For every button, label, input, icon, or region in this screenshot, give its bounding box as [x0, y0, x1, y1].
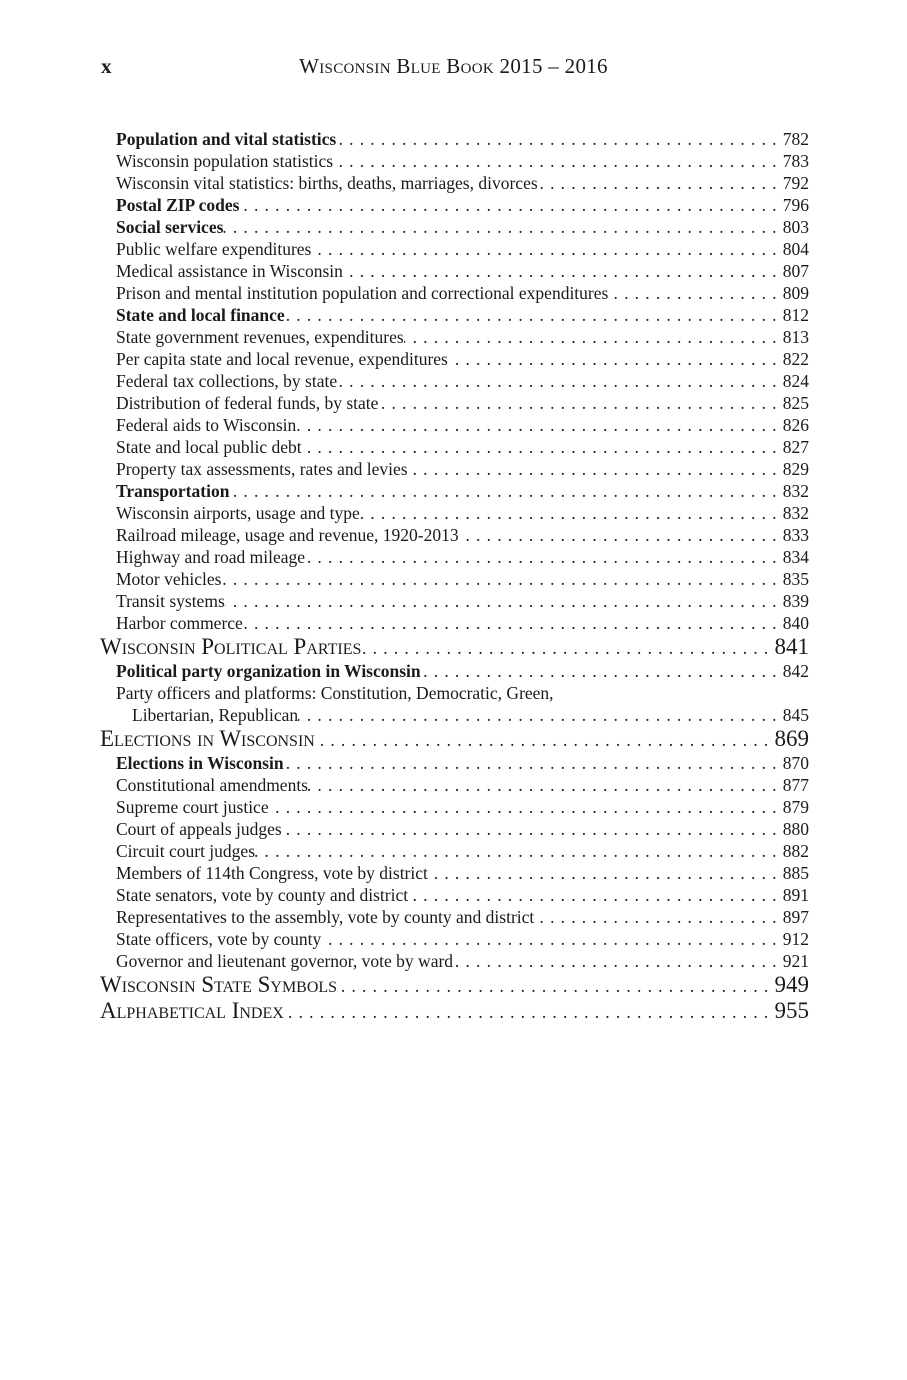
- toc-entry-title: Postal ZIP codes: [116, 195, 240, 215]
- running-head: Wisconsin Blue Book 2015 – 2016: [299, 54, 608, 78]
- toc-entry-title: Distribution of federal funds, by state: [116, 393, 379, 413]
- toc-entry[interactable]: [100, 906, 809, 928]
- page-number: x: [101, 54, 112, 78]
- toc-entry[interactable]: [100, 150, 809, 172]
- toc-entry-title: Population and vital statistics: [116, 129, 337, 149]
- toc-entry-title: Circuit court judges: [116, 841, 256, 861]
- toc-entry[interactable]: [100, 818, 809, 840]
- toc-entry-title: Governor and lieutenant governor, vote by ward: [116, 951, 454, 971]
- toc-entry-page: 796: [782, 195, 809, 215]
- dot-leader: [428, 862, 783, 884]
- toc-entry-title: Supreme court justice: [116, 797, 269, 817]
- toc-entry[interactable]: [100, 348, 809, 370]
- toc-entry-page: 840: [782, 613, 809, 633]
- toc-entry-title: Representatives to the assembly, vote by county and district: [116, 907, 535, 927]
- dot-leader: [408, 884, 783, 906]
- toc-entry-page: 812: [782, 305, 809, 325]
- toc-entry-page: 783: [782, 151, 809, 171]
- toc-entry-title: State senators, vote by county and district: [116, 885, 409, 905]
- toc-entry-page: 824: [782, 371, 809, 391]
- dot-leader: [284, 752, 783, 774]
- table-of-contents: [100, 128, 809, 1024]
- toc-entry[interactable]: [100, 260, 809, 282]
- toc-entry-title: Court of appeals judges: [116, 819, 282, 839]
- toc-entry[interactable]: [100, 282, 809, 304]
- toc-section-heading[interactable]: [100, 634, 809, 660]
- toc-entry-page: 879: [782, 797, 809, 817]
- toc-entry-title: Federal aids to Wisconsin: [116, 415, 297, 435]
- dot-leader: [448, 348, 783, 370]
- dot-leader: [221, 568, 782, 590]
- toc-section-heading[interactable]: [100, 726, 809, 752]
- toc-entry-title: Transportation: [116, 481, 230, 501]
- dot-leader: [453, 950, 783, 972]
- toc-entry-page: 869: [774, 726, 809, 751]
- toc-entry[interactable]: [100, 414, 809, 436]
- toc-entry[interactable]: [100, 950, 809, 972]
- dot-leader: [315, 727, 775, 752]
- toc-entry-title: State officers, vote by county: [116, 929, 322, 949]
- toc-entry-page: 826: [782, 415, 809, 435]
- dot-leader: [305, 546, 783, 568]
- toc-entry-page: 825: [782, 393, 809, 413]
- toc-entry-title: Wisconsin vital statistics: births, deaths, marriages, divorces: [116, 173, 538, 193]
- toc-entry[interactable]: [100, 524, 809, 546]
- toc-entry[interactable]: [100, 774, 809, 796]
- dot-leader: [378, 392, 782, 414]
- toc-entry-title: State government revenues, expenditures: [116, 327, 404, 347]
- toc-entry[interactable]: [100, 796, 809, 818]
- dot-leader: [298, 704, 783, 726]
- toc-entry[interactable]: [100, 172, 809, 194]
- toc-entry-page: 912: [782, 929, 809, 949]
- toc-entry-page: 882: [782, 841, 809, 861]
- toc-entry-page: 832: [782, 503, 809, 523]
- toc-entry-page: 827: [782, 437, 809, 457]
- toc-entry-title: Alphabetical Index: [100, 998, 284, 1023]
- dot-leader: [333, 150, 783, 172]
- toc-entry[interactable]: [100, 928, 809, 950]
- toc-entry-title: Highway and road mileage: [116, 547, 306, 567]
- toc-section-heading[interactable]: [100, 972, 809, 998]
- dot-leader: [269, 796, 783, 818]
- toc-entry-page: 832: [782, 481, 809, 501]
- toc-entry[interactable]: [100, 502, 809, 524]
- toc-entry-page: 803: [782, 217, 809, 237]
- dot-leader: [459, 524, 783, 546]
- toc-entry-page: 841: [774, 634, 809, 659]
- toc-entry-title: State and local finance: [116, 305, 285, 325]
- dot-leader: [285, 304, 783, 326]
- toc-entry-page: 921: [782, 951, 809, 971]
- toc-entry-title: Transit systems: [116, 591, 225, 611]
- toc-entry[interactable]: [100, 238, 809, 260]
- toc-entry-title: Constitutional amendments: [116, 775, 308, 795]
- toc-entry[interactable]: [100, 546, 809, 568]
- dot-leader: [337, 370, 783, 392]
- dot-leader: [538, 172, 783, 194]
- toc-entry[interactable]: [100, 392, 809, 414]
- dot-leader: [243, 612, 783, 634]
- dot-leader: [421, 660, 783, 682]
- toc-entry[interactable]: [100, 752, 809, 774]
- toc-entry-title: Wisconsin population statistics: [116, 151, 334, 171]
- toc-entry-title: Prison and mental institution population and correctional expenditures: [116, 283, 609, 303]
- toc-entry-title: Elections in Wisconsin: [100, 726, 315, 751]
- dot-leader: [404, 326, 783, 348]
- dot-leader: [255, 840, 783, 862]
- toc-entry-page: 955: [774, 998, 809, 1023]
- toc-entry-title: Public welfare expenditures: [116, 239, 312, 259]
- toc-entry-title: Wisconsin Political Parties: [100, 634, 362, 659]
- toc-entry-page: 822: [782, 349, 809, 369]
- dot-leader: [223, 216, 782, 238]
- toc-entry-title: Wisconsin airports, usage and type: [116, 503, 360, 523]
- dot-leader: [360, 502, 783, 524]
- toc-entry[interactable]: [100, 304, 809, 326]
- toc-entry[interactable]: [100, 704, 809, 726]
- dot-leader: [534, 906, 782, 928]
- toc-entry-page: 829: [782, 459, 809, 479]
- dot-leader: [282, 818, 783, 840]
- toc-entry[interactable]: [100, 660, 809, 682]
- toc-entry[interactable]: [100, 840, 809, 862]
- toc-entry[interactable]: [100, 370, 809, 392]
- toc-entry-page: 807: [782, 261, 809, 281]
- dot-leader: [608, 282, 782, 304]
- toc-entry-page: 845: [782, 705, 809, 725]
- dot-leader: [343, 260, 783, 282]
- toc-entry[interactable]: [100, 590, 809, 612]
- toc-entry-page: 885: [782, 863, 809, 883]
- toc-entry-page: 839: [782, 591, 809, 611]
- toc-entry-title: Harbor commerce: [116, 613, 243, 633]
- toc-entry[interactable]: [100, 194, 809, 216]
- toc-entry-title: Social services: [116, 217, 224, 237]
- toc-entry-page: 834: [782, 547, 809, 567]
- dot-leader: [336, 128, 783, 150]
- toc-entry[interactable]: [100, 862, 809, 884]
- toc-entry[interactable]: [100, 568, 809, 590]
- toc-entry-title: State and local public debt: [116, 437, 302, 457]
- toc-entry-title: Libertarian, Republican: [132, 705, 299, 725]
- toc-entry-page: 782: [782, 129, 809, 149]
- toc-entry-page: 949: [774, 972, 809, 997]
- dot-leader: [337, 973, 774, 998]
- dot-leader: [311, 238, 782, 260]
- toc-entry-page: 897: [782, 907, 809, 927]
- toc-entry[interactable]: [100, 458, 809, 480]
- toc-entry-title: Members of 114th Congress, vote by district: [116, 863, 428, 883]
- toc-entry-page: 870: [782, 753, 809, 773]
- toc-entry[interactable]: [100, 216, 809, 238]
- toc-entry-title: Per capita state and local revenue, expenditures: [116, 349, 448, 369]
- dot-leader: [229, 480, 782, 502]
- dot-leader: [284, 999, 775, 1024]
- dot-leader: [361, 635, 774, 660]
- dot-leader: [239, 194, 782, 216]
- toc-entry-title: Wisconsin State Symbols: [100, 972, 338, 997]
- toc-entry-page: 842: [782, 661, 809, 681]
- toc-entry-title: Party officers and platforms: Constitution, Democratic, Green,: [116, 683, 554, 703]
- toc-entry-page: 833: [782, 525, 809, 545]
- page-header: [0, 54, 907, 82]
- toc-entry-wrapped-first-line: [100, 682, 809, 704]
- toc-entry-title: Elections in Wisconsin: [116, 753, 284, 773]
- toc-entry-page: 891: [782, 885, 809, 905]
- toc-entry[interactable]: [100, 612, 809, 634]
- toc-entry-title: Motor vehicles: [116, 569, 222, 589]
- toc-entry-title: Political party organization in Wisconsin: [116, 661, 421, 681]
- toc-entry[interactable]: [100, 128, 809, 150]
- toc-entry-page: 877: [782, 775, 809, 795]
- dot-leader: [408, 458, 783, 480]
- toc-entry[interactable]: [100, 480, 809, 502]
- toc-entry-title: Federal tax collections, by state: [116, 371, 338, 391]
- toc-entry-page: 880: [782, 819, 809, 839]
- toc-entry-page: 809: [782, 283, 809, 303]
- toc-entry-title: Property tax assessments, rates and levies: [116, 459, 408, 479]
- toc-entry-title: Medical assistance in Wisconsin: [116, 261, 343, 281]
- toc-entry-page: 835: [782, 569, 809, 589]
- toc-entry[interactable]: [100, 326, 809, 348]
- toc-entry[interactable]: [100, 884, 809, 906]
- toc-section-heading[interactable]: [100, 998, 809, 1024]
- dot-leader: [308, 774, 783, 796]
- dot-leader: [321, 928, 783, 950]
- toc-entry-title: Railroad mileage, usage and revenue, 1920-2013: [116, 525, 459, 545]
- toc-entry[interactable]: [100, 436, 809, 458]
- toc-entry-page: 792: [782, 173, 809, 193]
- toc-entry-page: 813: [782, 327, 809, 347]
- dot-leader: [225, 590, 783, 612]
- dot-leader: [302, 436, 783, 458]
- toc-entry-page: 804: [782, 239, 809, 259]
- dot-leader: [296, 414, 782, 436]
